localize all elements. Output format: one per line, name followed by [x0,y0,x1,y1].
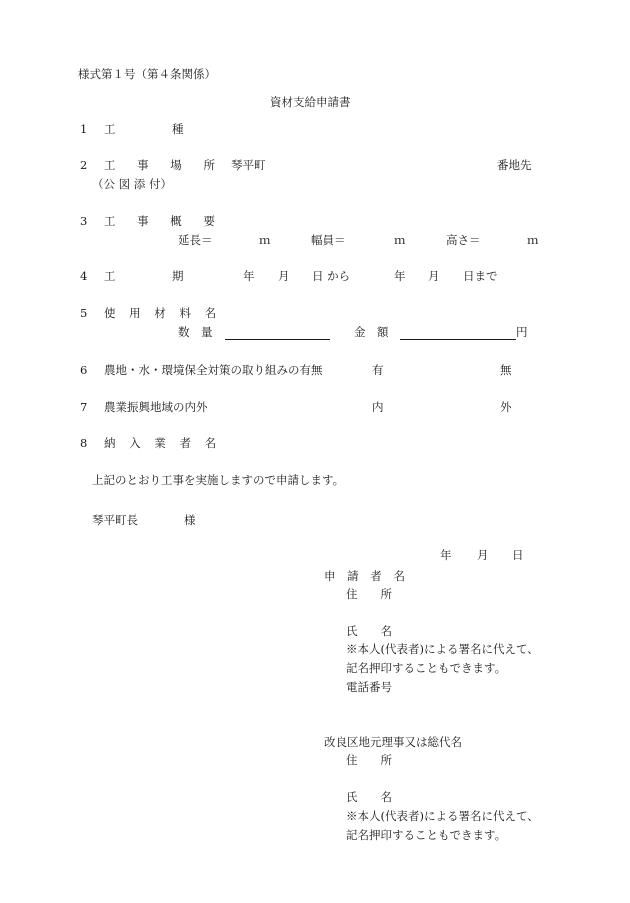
item-7-label: 農業振興地域の内外 [104,400,208,414]
item-4-label-b: 期 [172,269,184,283]
option-no[interactable]: 無 [500,363,512,377]
district-header: 改良区地元理事又は総代名 [324,735,462,749]
item-2-label: 工 事 場 所 [104,158,224,172]
item-4-number: 4 [80,269,88,283]
item-5-label: 使 用 材 料 名 [104,306,222,320]
applicant-name-label: 氏 名 [346,624,392,638]
form-title: 資材支給申請書 [270,95,351,109]
date-year: 年 [440,548,452,562]
item-4-label-a: 工 [104,269,116,283]
quantity-label: 数 量 [178,325,213,339]
date-month: 月 [477,548,489,562]
item-8-label: 納 入 業 者 名 [104,436,222,450]
declaration-text: 上記のとおり工事を実施しますので申請します。 [92,473,345,487]
end-year: 年 [394,269,406,283]
height-label: 高さ＝ [446,233,481,247]
item-6-number: 6 [80,363,88,377]
applicant-signature-note-2: 記名押印することもできます。 [346,661,507,675]
option-inside[interactable]: 内 [372,400,384,414]
option-yes[interactable]: 有 [372,363,384,377]
item-2-note: （公 図 添 付） [92,177,172,191]
district-signature-note-1: ※本人(代表者)による署名に代えて、 [346,809,539,823]
applicant-address-label: 住 所 [346,587,392,601]
item-3-number: 3 [80,214,88,228]
applicant-phone-label: 電話番号 [346,680,392,694]
item-8-number: 8 [80,436,88,450]
item-2-town: 琴平町 [231,158,266,172]
item-2-number: 2 [80,158,88,172]
width-label: 幅員＝ [311,233,346,247]
item-1-number: 1 [80,122,88,136]
district-signature-note-2: 記名押印することもできます。 [346,828,507,842]
start-year: 年 [243,269,255,283]
width-unit: ｍ [394,233,406,247]
end-day: 日まで [463,269,498,283]
end-month: 月 [428,269,440,283]
length-unit: ｍ [259,233,271,247]
date-day: 日 [512,548,524,562]
item-1-label-a: 工 [104,122,116,136]
item-6-label: 農地・水・環境保全対策の取り組みの有無 [104,363,323,377]
start-day: 日 から [312,269,351,283]
item-5-number: 5 [80,306,88,320]
option-outside[interactable]: 外 [500,400,512,414]
district-name-label: 氏 名 [346,790,392,804]
amount-field[interactable] [400,339,516,340]
length-label: 延長＝ [178,233,213,247]
applicant-header: 申 請 者 名 [324,569,409,583]
amount-label: 金 額 [354,325,389,339]
start-month: 月 [278,269,290,283]
district-address-label: 住 所 [346,753,392,767]
item-7-number: 7 [80,400,88,414]
item-3-label: 工 事 概 要 [104,214,224,228]
item-2-suffix: 番地先 [497,158,532,172]
yen-unit: 円 [516,325,528,339]
honorific: 様 [184,513,196,527]
addressee: 琴平町長 [92,513,138,527]
height-unit: ｍ [527,233,539,247]
item-1-label-b: 種 [172,122,184,136]
applicant-signature-note-1: ※本人(代表者)による署名に代えて、 [346,642,539,656]
form-number: 様式第１号（第４条関係） [78,67,216,81]
quantity-field[interactable] [225,339,330,340]
